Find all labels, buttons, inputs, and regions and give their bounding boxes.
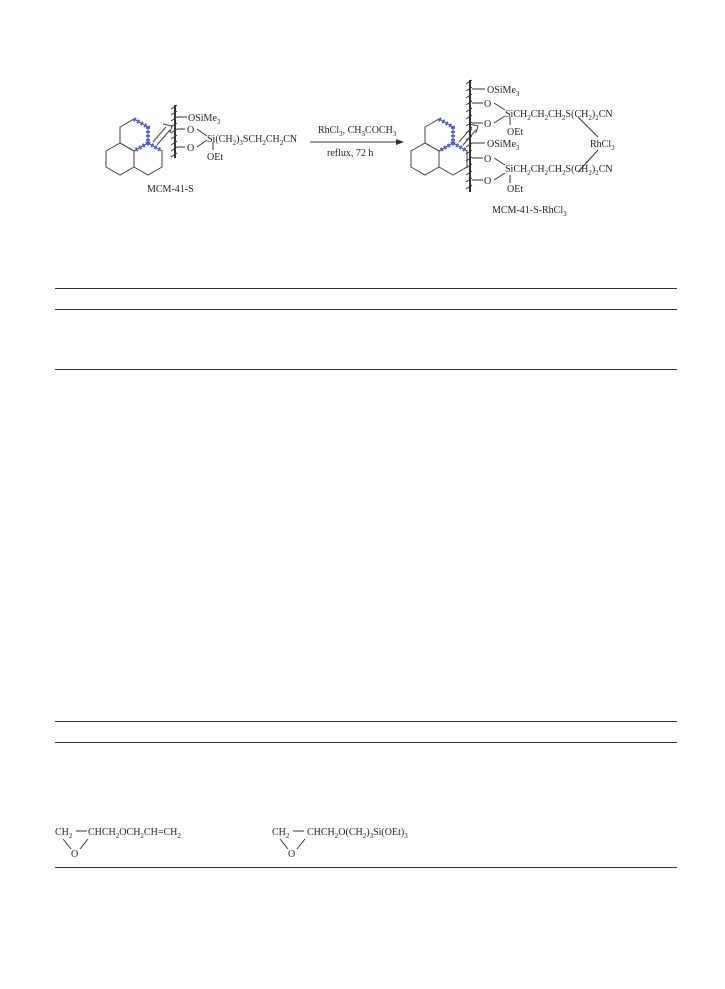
product-oet-bottom: OEt bbox=[507, 184, 524, 195]
right-ring-ch2: $CH_2$ bbox=[272, 827, 290, 840]
conditions-reflux: reflux, 72 h bbox=[327, 148, 374, 159]
product-chain-top: $SiCH_2CH_2CH_2S(CH_2)_2CN$ bbox=[505, 109, 613, 122]
conditions-reagents: RhCl$_3$, $CH_3COCH_3$ bbox=[318, 125, 397, 138]
table1-header-rule bbox=[55, 309, 677, 310]
epoxide-structures bbox=[0, 810, 725, 870]
reactant-label: MCM-41-S bbox=[147, 184, 194, 195]
product-osime3-mid: OSiMe$_3$ bbox=[487, 139, 520, 152]
table1-body-rule bbox=[55, 369, 677, 370]
reaction-arrow bbox=[310, 139, 404, 145]
product-o-1: O bbox=[484, 99, 492, 110]
reaction-scheme bbox=[0, 0, 725, 260]
right-chain: $CHCH_2O(CH_2)_3Si(OEt)_3$ bbox=[307, 827, 408, 840]
product-pointer-arrow bbox=[459, 124, 478, 145]
left-chain: $CHCH_2OCH_2CH=CH_2$ bbox=[88, 827, 181, 840]
product-chain-bottom: $SiCH_2CH_2CH_2S(CH_2)_2CN$ bbox=[505, 164, 613, 177]
left-ring-ch2: $CH_2$ bbox=[55, 827, 73, 840]
product-o-3: O bbox=[484, 154, 492, 165]
table2-top-rule bbox=[55, 721, 677, 722]
right-ring-o: O bbox=[288, 849, 296, 860]
reactant-pointer-arrow bbox=[153, 124, 172, 145]
epoxide-left bbox=[55, 827, 181, 860]
product-o-2: O bbox=[484, 119, 492, 130]
reactant-o-top: O bbox=[187, 125, 195, 136]
table2-header-rule bbox=[55, 742, 677, 743]
table2-bottom-rule bbox=[55, 867, 677, 868]
product-o-4: O bbox=[484, 176, 492, 187]
reactant-osime3: OSiMe$_3$ bbox=[188, 113, 221, 126]
product-oet-top: OEt bbox=[507, 127, 524, 138]
product-label: MCM-41-S-RhCl$_3$ bbox=[492, 205, 567, 218]
reactant-o-bottom: O bbox=[187, 143, 195, 154]
product-rhcl3: RhCl$_3$ bbox=[590, 139, 615, 152]
left-ring-o: O bbox=[71, 849, 79, 860]
reactant-framework bbox=[106, 119, 162, 175]
reactant-si-chain: $Si(CH_2)_3SCH_2CH_2CN$ bbox=[207, 134, 298, 147]
product-osime3-top: OSiMe$_3$ bbox=[487, 85, 520, 98]
reactant-oet: OEt bbox=[207, 152, 224, 163]
product-framework bbox=[411, 119, 467, 175]
epoxide-right bbox=[272, 827, 408, 860]
table1-top-rule bbox=[55, 288, 677, 289]
